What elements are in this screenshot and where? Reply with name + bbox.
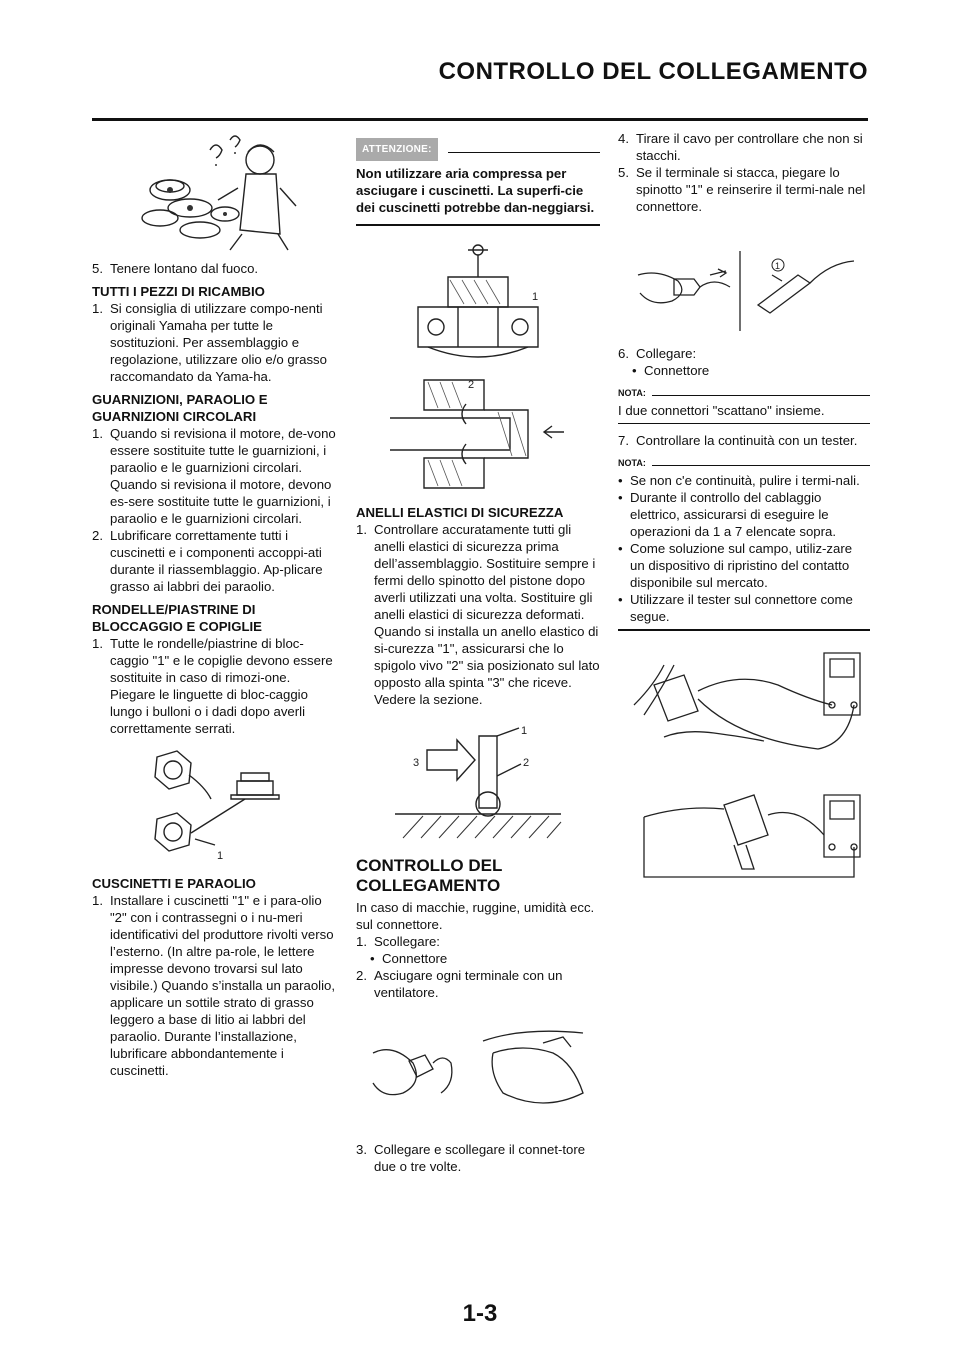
section-heading: RONDELLE/PIASTRINE DI BLOCCAGGIO E COPIGLIE <box>92 602 262 634</box>
column-3 <box>618 130 870 895</box>
item-text: Collegare e scollegare il connet-tore due o tre volte. <box>374 1141 586 1174</box>
section-heading: CUSCINETTI E PARAOLIO <box>92 876 256 891</box>
figure-label: 2 <box>523 756 530 769</box>
warning-rule <box>448 152 600 154</box>
item-text: Scollegare: <box>374 933 440 949</box>
item-number: 7. <box>618 433 629 448</box>
illustration-drying-connector <box>363 1023 593 1119</box>
bullet: • <box>618 592 623 607</box>
figure-label: 1 <box>775 261 781 271</box>
item-text: Tutte le rondelle/piastrine di bloc-caggio "1" e le copiglie devono essere sostituite in caso di rimozi-one. Piegare le linguette di bloc-caggio lungo i bulloni o i dadi dopo averli correttamente serrati. <box>110 636 333 736</box>
bullet: • <box>618 490 623 505</box>
illustration-tester-connection <box>624 645 864 895</box>
bullet-text: Come soluzione sul campo, utiliz-zare un dispositivo di ripristino del contatto disponibile sul mercato. <box>630 541 853 590</box>
illustration-bearing-press <box>408 242 548 372</box>
section-heading-large: CONTROLLO DEL COLLEGAMENTO <box>356 855 503 895</box>
item-number: 1. <box>92 893 103 908</box>
item-number: 2. <box>92 528 103 543</box>
warning-label: ATTENZIONE: <box>356 138 438 161</box>
bullet: • <box>370 950 375 966</box>
item-text: Se il terminale si stacca, piegare lo spinotto "1" e reinserire il termi-nale nel connettore. <box>636 165 866 214</box>
note-rule <box>652 465 870 466</box>
figure-label: 1 <box>217 850 224 862</box>
bullet-text: Connettore <box>382 950 448 966</box>
section-heading: GUARNIZIONI, PARAOLIO E GUARNIZIONI CIRCOLARI <box>92 392 268 424</box>
item-number: 1. <box>92 426 103 441</box>
figure-label: 1 <box>521 725 528 737</box>
illustration-lock-washer <box>135 747 295 867</box>
illustration-oil-seal <box>388 376 568 492</box>
bullet: • <box>618 473 623 488</box>
note-end-rule <box>618 423 870 424</box>
item-text: Controllare accuratamente tutti gli anelli elastici di sicurezza prima dell’assemblaggio. Sostituire sempre i fermi dello spinotto del pistone dopo averli utilizzati una volta. Sostituire gli anelli elastici di sicurezza deformati. Quando si installa un anello elastico di si-curezza "1", assicurarsi che lo spigolo vivo "2" sia posizionato sul lato opposto alla spinta "3" che riceve. Vedere la sezione. <box>374 521 600 707</box>
column-1 <box>92 130 338 1079</box>
item-number: 4. <box>618 131 629 146</box>
note-text: I due connettori "scattano" insieme. <box>618 403 825 418</box>
illustration-confused-mechanic <box>130 130 300 254</box>
item-text: Quando si revisiona il motore, de-vono essere sostituite tutte le guarnizioni, i paraolio e le guarnizioni circolari. Quando si revisiona il motore, devono es-sere sostituite tutte le guarnizioni, i paraolio e le guarnizioni circolari. <box>110 426 336 526</box>
item-number: 5. <box>618 165 629 180</box>
illustration-circlip <box>393 726 563 840</box>
item-text: Lubrificare correttamente tutti i cuscinetti e i componenti accoppi-ati durante il riassemblaggio. Ap-plicare grasso ai labbri dei paraolio. <box>110 528 323 594</box>
item-text: Tenere lontano dal fuoco. <box>110 261 259 276</box>
section-heading: ANELLI ELASTICI DI SICUREZZA <box>356 504 564 520</box>
item-text: Controllare la continuità con un tester. <box>636 433 858 448</box>
column-2 <box>356 130 600 1175</box>
item-number: 1. <box>356 521 367 537</box>
illustration-terminal-pin <box>628 245 860 335</box>
item-number: 2. <box>356 967 367 983</box>
paragraph: In caso di macchie, ruggine, umidità ecc. sul connettore. <box>356 899 595 932</box>
bullet-text: Connettore <box>644 363 710 378</box>
item-number: 1. <box>92 301 103 316</box>
warning-end-rule <box>356 224 600 226</box>
note-rule <box>652 395 870 396</box>
page-number: 1-3 <box>462 1300 498 1327</box>
note-label: NOTA: <box>618 388 646 398</box>
item-text: Si consiglia di utilizzare compo-nenti originali Yamaha per tutte le sostituzioni. Per assemblaggio e regolazione, utilizzare olio e/o grasso raccomandato da Yama-ha. <box>110 301 327 384</box>
item-number: 5. <box>92 261 103 276</box>
bullet: • <box>632 363 637 378</box>
warning-text: Non utilizzare aria compressa per asciugare i cuscinetti. La superfi-cie dei cuscinetti potrebbe dan-neggiarsi. <box>356 166 595 215</box>
note-end-rule <box>618 629 870 631</box>
bullet: • <box>618 541 623 556</box>
item-text: Collegare: <box>636 346 697 361</box>
item-number: 3. <box>356 1141 367 1157</box>
item-text: Asciugare ogni terminale con un ventilatore. <box>374 967 563 1000</box>
page-title: CONTROLLO DEL COLLEGAMENTO <box>438 58 868 85</box>
note-label: NOTA: <box>618 458 646 468</box>
item-number: 1. <box>92 636 103 651</box>
figure-label: 2 <box>468 378 475 391</box>
bullet-text: Se non c'e continuità, pulire i termi-nali. <box>630 473 860 488</box>
section-heading: TUTTI I PEZZI DI RICAMBIO <box>92 284 265 299</box>
item-number: 1. <box>356 933 367 949</box>
item-text: Installare i cuscinetti "1" e i para-olio "2" con i contrassegni o i nu-meri identificativi del produttore rivolti verso l’esterno. (In altre pa-role, le lettere impresse devono trovarsi sul lato visibile.) Quando s’installa un paraolio, applicare un sottile strato di grasso leggero a base di litio ai labbri del paraolio. Durante l’installazione, lubrificare abbondantemente i cuscinetti. <box>110 893 336 1078</box>
item-text: Tirare il cavo per controllare che non si stacchi. <box>636 131 863 163</box>
header-rule <box>92 118 868 121</box>
item-number: 6. <box>618 346 629 361</box>
bullet-text: Durante il controllo del cablaggio elettrico, assicurarsi di eseguire le operazioni da 1 a 7 elencate sopra. <box>630 490 837 539</box>
figure-label: 1 <box>532 290 539 303</box>
warning-header <box>356 138 600 161</box>
bullet-text: Utilizzare il tester sul connettore come segue. <box>630 592 853 624</box>
figure-label: 3 <box>413 756 420 769</box>
